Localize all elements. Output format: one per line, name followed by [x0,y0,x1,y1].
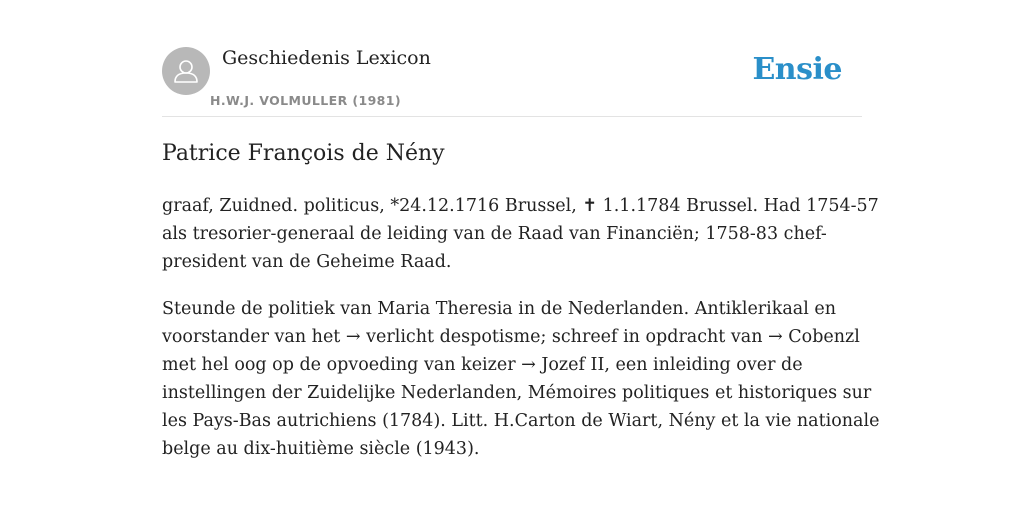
text-line: voorstander van het → verlicht despotisme; schreef in opdracht van → Cobenzl [162,327,860,347]
text-line: president van de Geheime Raad. [162,252,452,272]
text-line: les Pays-Bas autrichiens (1784). Litt. H.Carton de Wiart, Nény et la vie nationale [162,411,880,431]
source-header [162,46,862,117]
author-credit: H.W.J. VOLMULLER (1981) [210,93,401,108]
entry-body [162,192,880,482]
text-line: als tresorier-generaal de leiding van de Raad van Financiën; 1758-83 chef- [162,224,827,244]
avatar [162,47,210,95]
source-title[interactable]: Geschiedenis Lexicon [222,47,431,69]
text-line: Steunde de politiek van Maria Theresia in de Nederlanden. Antiklerikaal en [162,299,837,319]
text-line: graaf, Zuidned. politicus, *24.12.1716 Brussel, ✝ 1.1.1784 Brussel. Had 1754-57 [162,196,879,216]
brand-logo[interactable]: Ensie [752,52,842,87]
user-icon [162,47,210,95]
paragraph-1 [162,192,879,276]
text-line: instellingen der Zuidelijke Nederlanden, Mémoires politiques et historiques sur [162,383,872,403]
text-line: belge au dix-huitième siècle (1943). [162,439,480,459]
entry-title: Patrice François de Nény [162,141,445,166]
paragraph-2 [162,295,880,463]
text-line: met hel oog op de opvoeding van keizer → Jozef II, een inleiding over de [162,355,803,375]
